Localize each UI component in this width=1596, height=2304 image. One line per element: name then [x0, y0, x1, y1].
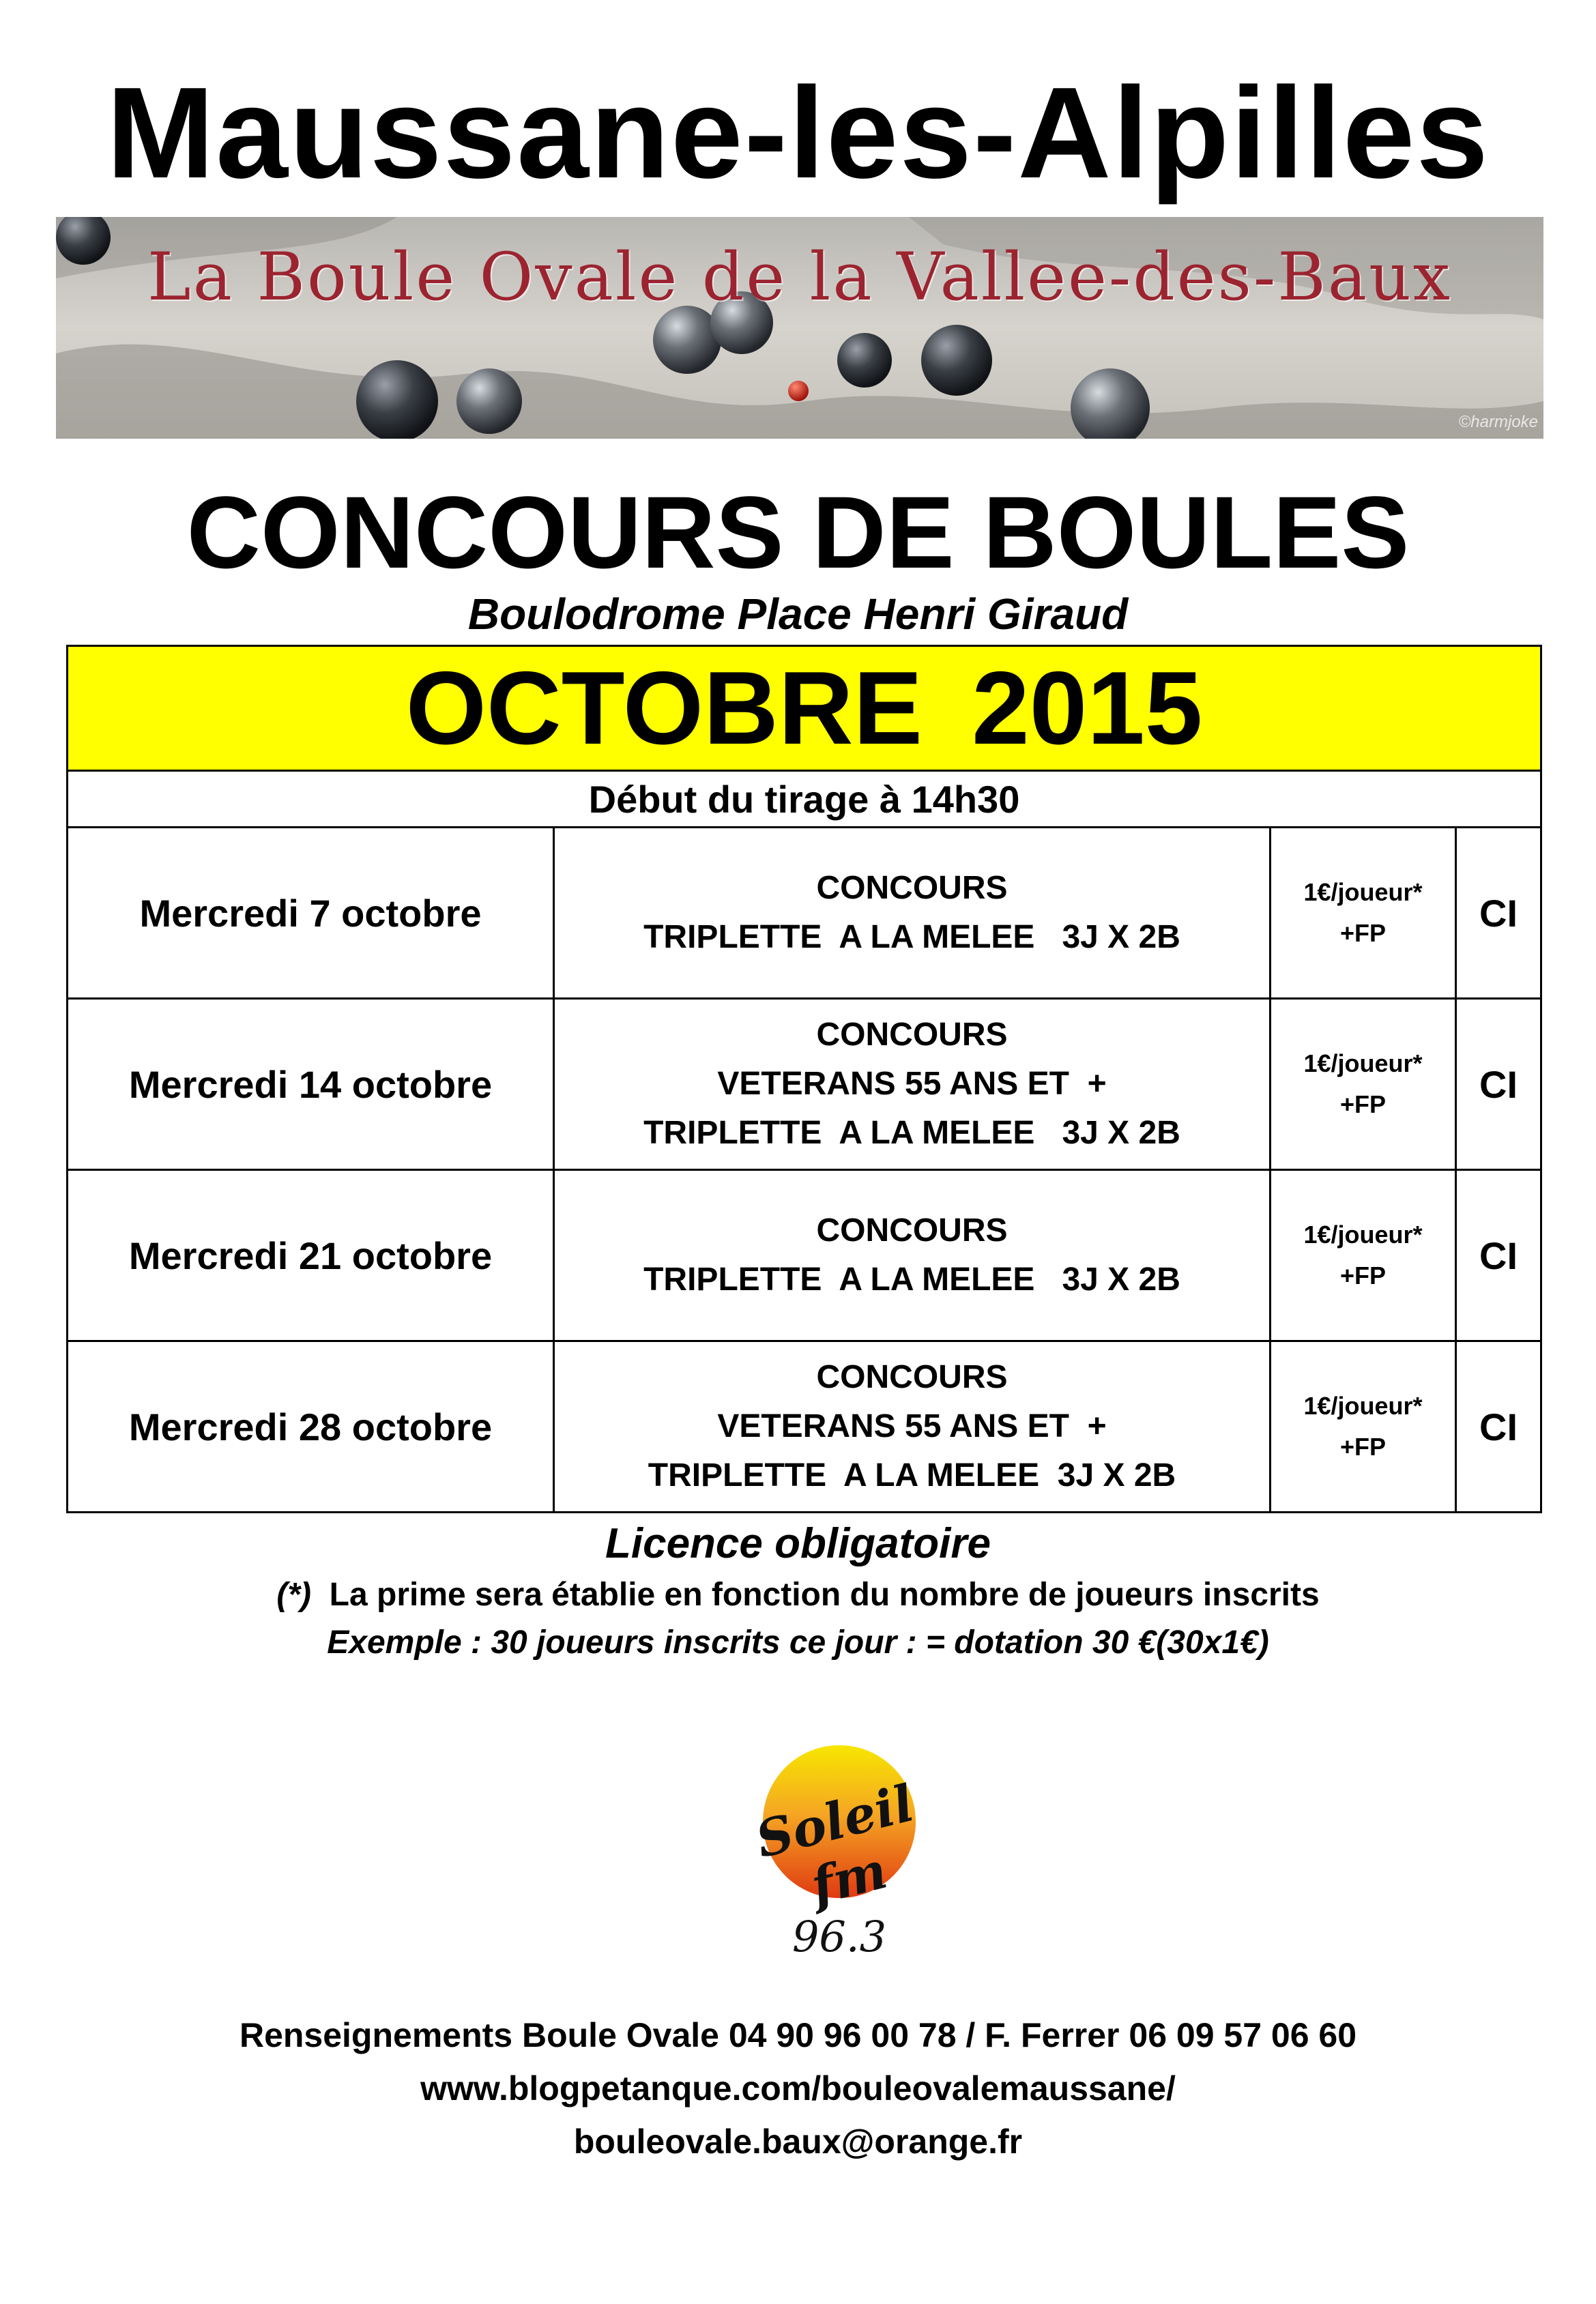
price-amount: 1€/joueur* — [1303, 878, 1423, 906]
schedule-table — [66, 645, 1542, 1513]
table-row — [68, 828, 1541, 999]
table-row — [68, 1170, 1541, 1341]
draw-time: Début du tirage à 14h30 — [68, 771, 1541, 828]
event-price — [1271, 1170, 1456, 1341]
website-link[interactable]: www.blogpetanque.com/bouleovalemaussane/ — [420, 2069, 1176, 2108]
contact-info: Renseignements Boule Ovale 04 90 96 00 78 / F. Ferrer 06 09 57 06 60 — [239, 2016, 1357, 2054]
club-banner — [56, 217, 1543, 439]
event-description: CONCOURS TRIPLETTE A LA MELEE 3J X 2B — [554, 1170, 1271, 1341]
event-description: CONCOURS TRIPLETTE A LA MELEE 3J X 2B — [554, 828, 1271, 999]
prize-example: Exemple : 30 joueurs inscrits ce jour : = dotation 30 €(30x1€) — [327, 1624, 1269, 1661]
event-date: Mercredi 21 octobre — [68, 1170, 554, 1341]
price-extra: +FP — [1339, 1090, 1387, 1118]
club-name: La Boule Ovale de la Vallee-des-Baux — [147, 239, 1453, 315]
event-category: CI — [1456, 1170, 1541, 1341]
prize-marker: (*) — [276, 1577, 311, 1613]
photo-credit: ©harmjoke — [1458, 413, 1538, 431]
event-category: CI — [1456, 999, 1541, 1170]
price-extra: +FP — [1339, 1433, 1387, 1461]
event-date: Mercredi 14 octobre — [68, 999, 554, 1170]
licence-notice: Licence obligatoire — [605, 1520, 991, 1567]
event-price — [1271, 1341, 1456, 1513]
month-banner: OCTOBRE 2015 — [68, 646, 1541, 771]
price-amount: 1€/joueur* — [1303, 1049, 1423, 1077]
price-amount: 1€/joueur* — [1303, 1221, 1423, 1249]
event-category: CI — [1456, 828, 1541, 999]
prize-text: La prime sera établie en fonction du nombre de joueurs inscrits — [329, 1577, 1320, 1613]
event-description: CONCOURS VETERANS 55 ANS ET + TRIPLETTE A LA MELEE 3J X 2B — [554, 1341, 1271, 1513]
table-row — [68, 999, 1541, 1170]
sponsor-frequency: 96.3 — [792, 1912, 887, 1962]
email-link[interactable]: bouleovale.baux@orange.fr — [573, 2123, 1023, 2161]
event-price — [1271, 999, 1456, 1170]
price-extra: +FP — [1339, 1262, 1387, 1289]
event-price — [1271, 828, 1456, 999]
event-description: CONCOURS VETERANS 55 ANS ET + TRIPLETTE A LA MELEE 3J X 2B — [554, 999, 1271, 1170]
town-title: Maussane-les-Alpilles — [106, 61, 1490, 205]
table-row — [68, 1341, 1541, 1513]
price-extra: +FP — [1339, 919, 1387, 947]
sponsor-logo — [737, 1726, 942, 1979]
event-headline: CONCOURS DE BOULES — [186, 475, 1410, 589]
sponsor-name: Soleil fm — [750, 1774, 920, 1916]
price-amount: 1€/joueur* — [1303, 1392, 1423, 1420]
prize-note — [0, 1575, 1596, 1616]
event-category: CI — [1456, 1341, 1541, 1513]
event-venue: Boulodrome Place Henri Giraud — [467, 589, 1129, 639]
event-date: Mercredi 28 octobre — [68, 1341, 554, 1513]
event-date: Mercredi 7 octobre — [68, 828, 554, 999]
